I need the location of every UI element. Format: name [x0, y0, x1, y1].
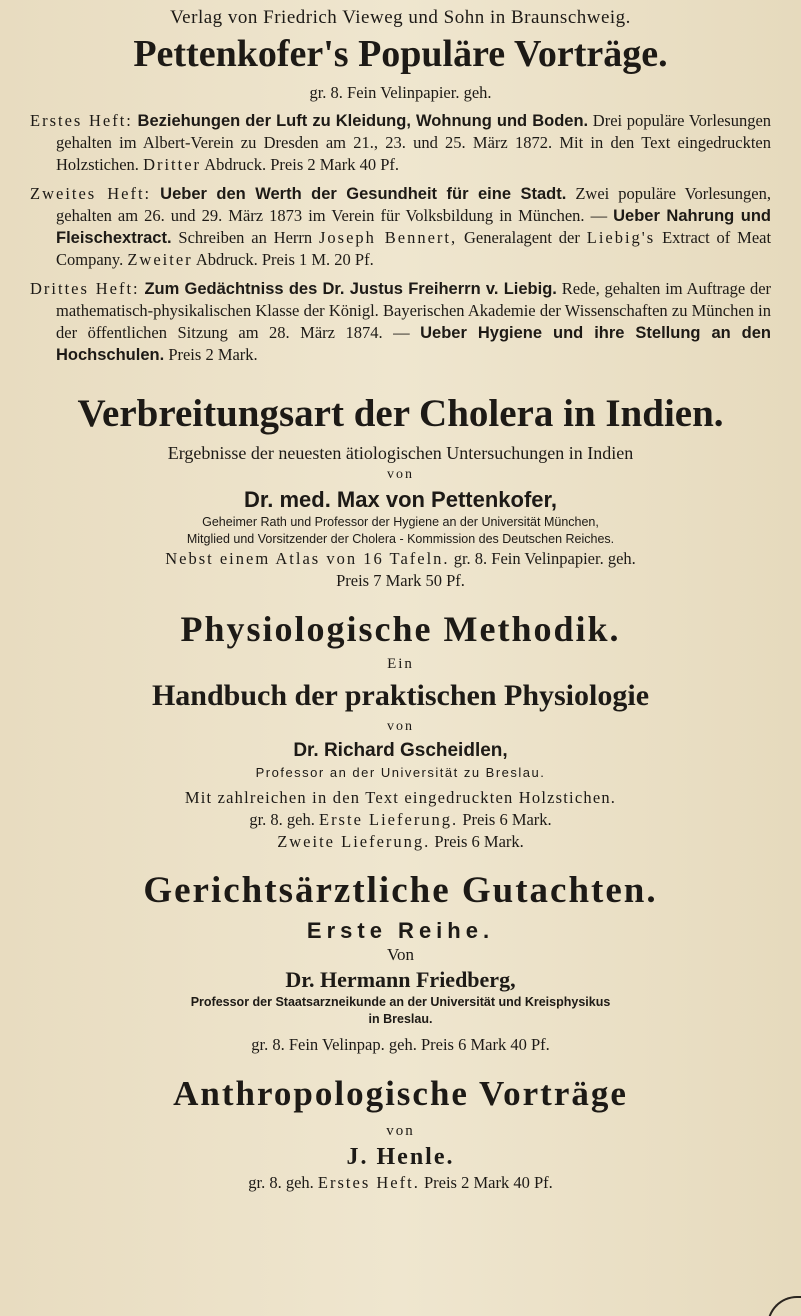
gutachten-affiliation-2: in Breslau. [368, 1011, 433, 1026]
methodik-illustrations: Mit zahlreichen in den Text eingedruckten Holzstichen. [184, 788, 617, 808]
cholera-atlas-line [30, 548, 771, 570]
gutachten-author: Dr. Hermann Friedberg, [285, 966, 516, 992]
heft-1-label: Erstes Heft: [30, 110, 133, 130]
heft-2-desc3: Generalagent der [464, 227, 580, 247]
cholera-format: gr. 8. Fein Velinpapier. geh. [453, 548, 636, 568]
anthro-details-b: Erstes Heft. [317, 1172, 420, 1192]
methodik-lief2: Zweite Lieferung. [277, 832, 431, 852]
cholera-atlas: Nebst einem Atlas von 16 Tafeln. [165, 548, 450, 568]
gutachten-affiliation-1: Professor der Staatsarzneikunde an der Universität und Kreisphysikus [190, 994, 611, 1009]
cholera-affiliation-2: Mitglied und Vorsitzender der Cholera - Kommission des Deutschen Reiches. [186, 531, 615, 546]
cholera-price: Preis 7 Mark 50 Pf. [336, 570, 465, 590]
heft-2-company: Liebig's [586, 227, 656, 247]
methodik-subtitle: Handbuch der praktischen Physiologie [151, 679, 650, 713]
heft-3-label: Drittes Heft: [30, 278, 140, 298]
methodik-price2: Preis 6 Mark. [434, 832, 524, 852]
heft-3-title: Zum Gedächtniss des Dr. Justus Freiherrn v. Liebig. [144, 279, 557, 298]
gutachten-series: Erste Reihe. [306, 917, 495, 943]
heft-2-desc2: Schreiben an Herrn [178, 227, 313, 247]
heft-2-edition: Zweiter [127, 249, 193, 269]
anthro-author: J. Henle. [346, 1143, 455, 1170]
heft-1-edition: Dritter [143, 154, 202, 174]
cholera-affiliation-1: Geheimer Rath und Professor der Hygiene an der Universität München, [202, 514, 599, 529]
heft-2-title: Ueber den Werth der Gesundheit für eine Stadt. [160, 184, 567, 203]
cholera-author: Dr. med. Max von Pettenkofer, [244, 486, 557, 512]
heft-2-rest: Abdruck. Preis 1 M. 20 Pf. [195, 249, 374, 269]
heft-2-title2: Ueber Nahrung und Fleischextract. [56, 206, 771, 247]
methodik-format: gr. 8. geh. [249, 810, 315, 830]
publisher-header: Verlag von Friedrich Vieweg und Sohn in Braunschweig. [170, 7, 631, 28]
heft-3-rest: Preis 2 Mark. [168, 344, 258, 364]
methodik-title: Physiologische Methodik. [180, 608, 621, 649]
gutachten-details: gr. 8. Fein Velinpap. geh. Preis 6 Mark 40 Pf. [251, 1034, 550, 1054]
methodik-ein: Ein [387, 656, 414, 673]
anthro-details [30, 1172, 771, 1194]
pettenkofer-vortraege-title: Pettenkofer's Populäre Vorträge. [133, 33, 668, 75]
methodik-price1: Preis 6 Mark. [462, 810, 552, 830]
heft-1-title: Beziehungen der Luft zu Kleidung, Wohnung und Boden. [137, 111, 589, 130]
anthro-details-a: gr. 8. geh. [248, 1172, 314, 1192]
heft-2-desc: Zwei populäre Vorlesungen, gehalten am 26. und 29. März 1873 im Verein für Volksbildung in München. — [56, 183, 771, 225]
anthro-details-c: Preis 2 Mark 40 Pf. [423, 1172, 553, 1192]
heft-1-entry [30, 110, 771, 176]
heft-3-title2: Ueber Hygiene und ihre Stellung an den Hochschulen. [56, 323, 771, 364]
heft-2-desc4: Extract of Meat Company. [56, 227, 772, 269]
pettenkofer-format: gr. 8. Fein Velinpapier. geh. [309, 82, 492, 102]
methodik-author: Dr. Richard Gscheidlen, [293, 740, 508, 762]
gutachten-von: Von [386, 944, 415, 964]
methodik-lief1: Erste Lieferung. [318, 810, 459, 830]
heft-3-entry [30, 278, 771, 366]
heft-1-desc: Drei populäre Vorlesungen gehalten im Albert-Verein zu Dresden am 21., 23. und 25. März 1872. Mit in den Text eingedruckten Holzstichen. [56, 110, 772, 174]
methodik-lieferung-1 [30, 809, 771, 831]
gutachten-title: Gerichtsärztliche Gutachten. [143, 870, 658, 912]
heft-3-desc: Rede, gehalten im Auftrage der mathematisch-physikalischen Klasse der Königl. Bayerischen Akademie der Wissenschaften zu München in der öffentlichen Sitzung am 28. März 1874. — [56, 278, 772, 342]
heft-2-label: Zweites Heft: [30, 183, 152, 203]
page-corner-curl [767, 1296, 801, 1316]
anthro-title: Anthropologische Vorträge [173, 1073, 628, 1113]
methodik-lieferung-2 [30, 831, 771, 853]
cholera-title: Verbreitungsart der Cholera in Indien. [77, 391, 724, 435]
methodik-von: von [387, 719, 414, 735]
cholera-von: von [387, 466, 414, 482]
anthro-von: von [386, 1122, 415, 1139]
cholera-subtitle: Ergebnisse der neuesten ätiologischen Untersuchungen in Indien [167, 442, 634, 463]
methodik-affiliation: Professor an der Universität zu Breslau. [255, 765, 546, 781]
heft-1-rest: Abdruck. Preis 2 Mark 40 Pf. [204, 154, 400, 174]
heft-2-person: Joseph Bennert, [319, 227, 458, 247]
heft-2-entry [30, 183, 771, 271]
